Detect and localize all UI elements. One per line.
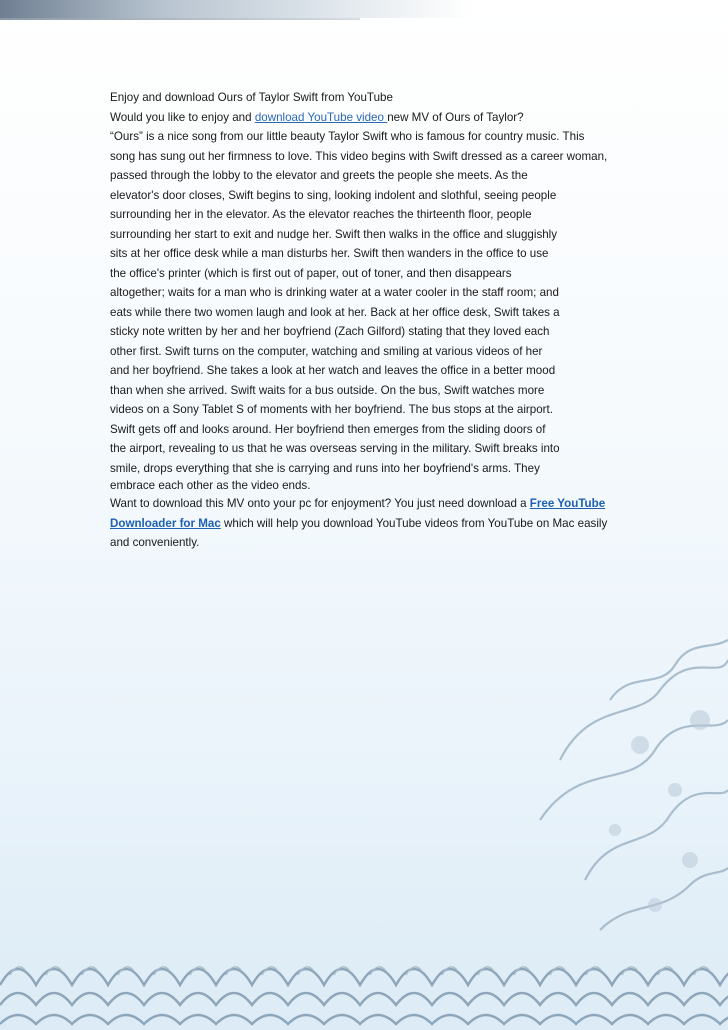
- intro-text-end: new MV of Ours of Taylor?: [387, 110, 524, 124]
- story-line: sits at her office desk while a man disturbs her. Swift then wanders in the office to use: [110, 247, 549, 260]
- story-line: than when she arrived. Swift waits for a bus outside. On the bus, Swift watches more: [110, 383, 545, 397]
- intro-text: Would you like to enjoy and: [110, 110, 255, 124]
- story-line: the office's printer (which is first out of paper, out of toner, and then disappears: [110, 266, 512, 280]
- story-line: smile, drops everything that she is carrying and runs into her boyfriend's arms. They: [110, 461, 540, 475]
- story-line: surrounding her start to exit and nudge her. Swift then walks in the office and sluggishly: [110, 227, 558, 241]
- story-line: other first. Swift turns on the computer, watching and smiling at various videos of her: [110, 344, 543, 358]
- story-line: surrounding her in the elevator. As the elevator reaches the thirteenth floor, people: [110, 208, 532, 221]
- story-line: song has sung out her firmness to love. This video begins with Swift dressed as a career woman,: [110, 149, 608, 163]
- outro-text-end: which will help you download YouTube videos from YouTube on Mac easily and conveniently.: [110, 516, 608, 549]
- story-paragraph: [110, 127, 620, 478]
- outro-text: Want to download this MV onto your pc for enjoyment? You just need download a: [110, 497, 530, 510]
- header-bar: [0, 0, 728, 18]
- intro-paragraph: [110, 108, 620, 128]
- article-title: Enjoy and download Ours of Taylor Swift from YouTube: [110, 91, 393, 104]
- story-line: sticky note written by her and her boyfriend (Zach Gilford) stating that they loved each: [110, 325, 550, 338]
- story-line: passed through the lobby to the elevator and greets the people she meets. As the: [110, 169, 528, 182]
- article-body: [110, 88, 620, 553]
- closing-line: embrace each other as the video ends.: [110, 479, 311, 492]
- free-youtube-downloader-link[interactable]: Free YouTube Downloader for Mac: [110, 497, 606, 530]
- story-line: “Ours” is a nice song from our little beauty Taylor Swift who is famous for country music. This: [110, 130, 585, 143]
- outro-paragraph: [110, 494, 620, 553]
- story-line: altogether; waits for a man who is drinking water at a water cooler in the staff room; and: [110, 286, 559, 299]
- story-line: and her boyfriend. She takes a look at her watch and leaves the office in a better mood: [110, 364, 556, 377]
- story-line: elevator's door closes, Swift begins to sing, looking indolent and slothful, seeing people: [110, 188, 557, 202]
- story-line: videos on a Sony Tablet S of moments with her boyfriend. The bus stops at the airport.: [110, 403, 553, 416]
- story-line: the airport, revealing to us that he was overseas serving in the military. Swift breaks into: [110, 442, 560, 455]
- download-youtube-video-link[interactable]: download YouTube video: [254, 110, 388, 124]
- story-line: Swift gets off and looks around. Her boyfriend then emerges from the sliding doors of: [110, 422, 546, 436]
- story-line: eats while there two women laugh and look at her. Back at her office desk, Swift takes a: [110, 305, 560, 319]
